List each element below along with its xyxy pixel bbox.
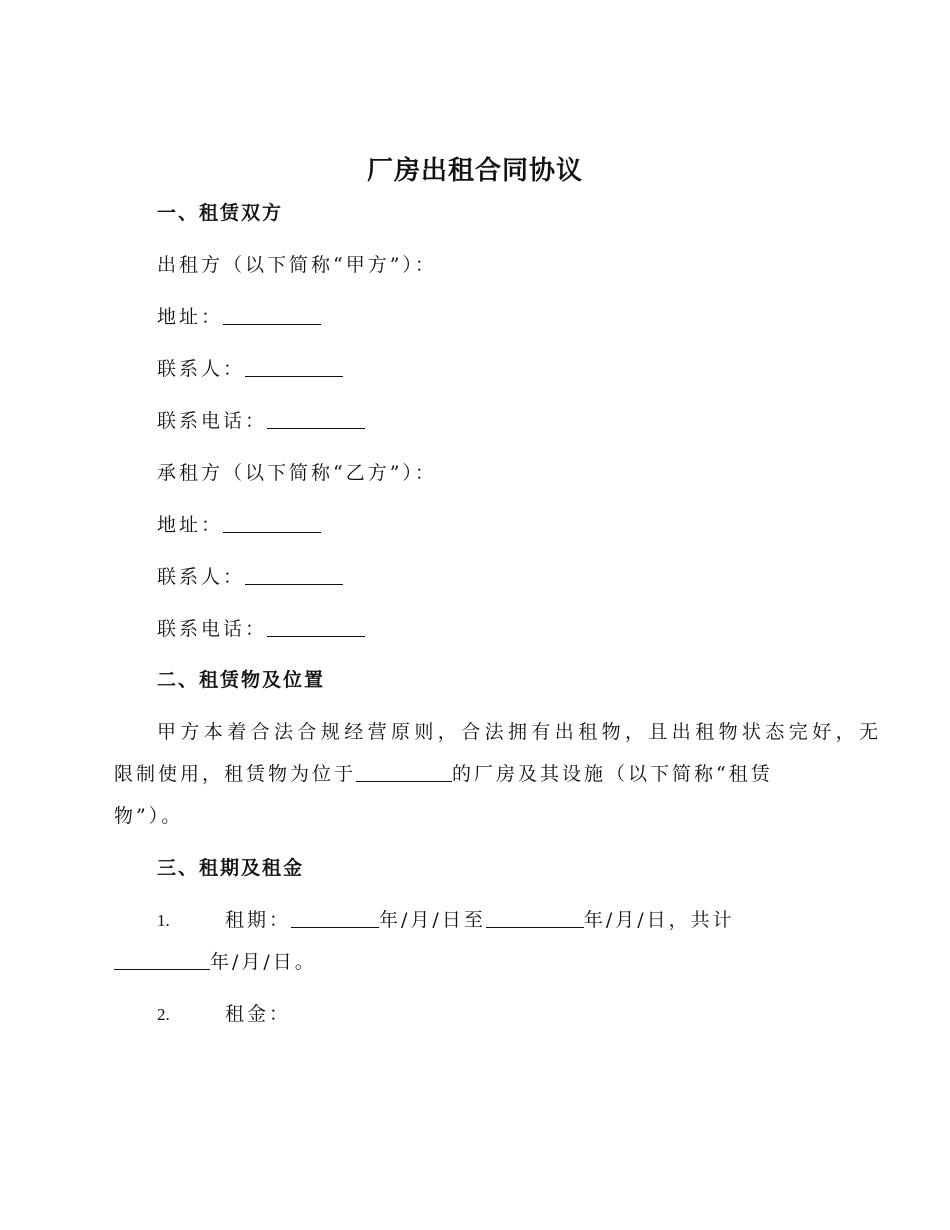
property-paragraph-line-3: 物”）。 <box>114 805 184 827</box>
lessor-contact-line <box>157 354 343 381</box>
property-text-after-blank: 的厂房及其设施（以下简称“租赁 <box>452 763 773 785</box>
term-end-blank[interactable] <box>486 907 584 928</box>
lessee-label: 承租方（以下简称“乙方”）： <box>157 462 437 484</box>
rent-item-line <box>157 999 291 1026</box>
lessor-phone-label: 联系电话： <box>157 410 268 432</box>
term-end-unit: 年/月/日，共计 <box>583 909 735 931</box>
lessee-contact-line <box>157 562 343 589</box>
term-item-line <box>157 905 735 932</box>
term-start-blank[interactable] <box>291 907 379 928</box>
rent-label: 租金： <box>225 1003 292 1025</box>
property-paragraph-line-2 <box>114 759 773 786</box>
term-item-number: 1. <box>157 911 170 930</box>
term-start-unit: 年/月/日至 <box>379 909 486 931</box>
term-item-continuation <box>114 947 317 974</box>
lessee-address-line <box>157 510 321 537</box>
lessee-address-blank[interactable] <box>223 512 321 533</box>
section-heading-property: 二、租赁物及位置 <box>157 669 326 691</box>
term-total-unit: 年/月/日。 <box>210 951 317 973</box>
property-text-before-blank: 限制使用，租赁物为位于 <box>114 763 357 785</box>
lessor-address-blank[interactable] <box>223 304 321 325</box>
lessee-phone-line <box>157 614 365 641</box>
lessor-label: 出租方（以下简称“甲方”）： <box>157 254 437 276</box>
lessee-phone-blank[interactable] <box>267 616 365 637</box>
lessor-address-line <box>157 302 321 329</box>
lessor-contact-blank[interactable] <box>245 356 343 377</box>
term-label: 租期： <box>225 909 292 931</box>
section-heading-term-rent: 三、租期及租金 <box>157 857 305 879</box>
lessor-contact-label: 联系人： <box>157 358 246 380</box>
lessee-contact-blank[interactable] <box>245 564 343 585</box>
lessee-phone-label: 联系电话： <box>157 618 268 640</box>
term-total-blank[interactable] <box>114 949 210 970</box>
rent-item-number: 2. <box>157 1005 170 1024</box>
property-paragraph-line-1: 甲方本着合法合规经营原则，合法拥有出租物，且出租物状态完好，无 <box>157 721 883 743</box>
document-title: 厂房出租合同协议 <box>366 156 583 186</box>
lessee-address-label: 地址： <box>157 514 224 536</box>
lessor-phone-blank[interactable] <box>267 408 365 429</box>
lessee-contact-label: 联系人： <box>157 566 246 588</box>
lessor-address-label: 地址： <box>157 306 224 328</box>
section-heading-parties: 一、租赁双方 <box>157 202 284 224</box>
lessor-phone-line <box>157 406 365 433</box>
property-location-blank[interactable] <box>356 761 452 782</box>
